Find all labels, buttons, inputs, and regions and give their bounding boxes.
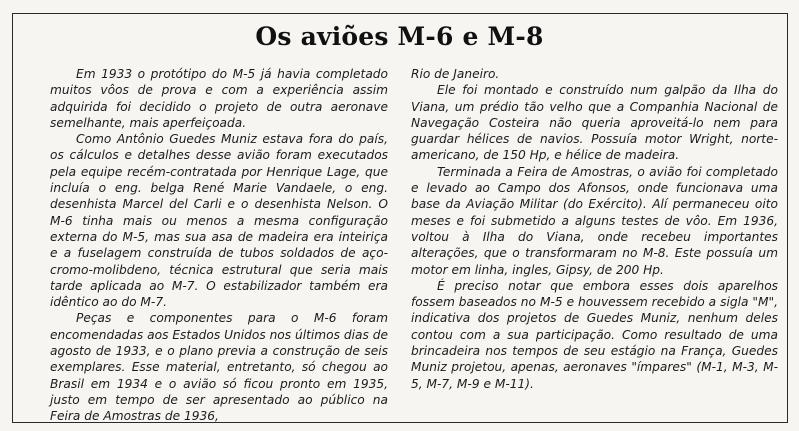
paragraph: É preciso notar que embora esses dois aparelhos fossem baseados no M-5 e houvessem recebido a sigla "M", indicativa dos projetos de Guedes Muniz, nenhum deles contou com a sua participação. Como resultado de uma brincadeira nos tempos de seu estágio na França, Guedes Muniz projetou, apenas, aeronaves "ímpares" (M-1, M-3, M-5, M-7, M-9 e M-11). bbox=[411, 278, 778, 391]
article-title: Os aviões M-6 e M-8 bbox=[255, 22, 544, 51]
paragraph: Em 1933 o protótipo do M-5 já havia completado muitos vôos de prova e com a experiência assim adquirida foi decidido o projeto de outra aeronave semelhante, mais aperfeiçoada. bbox=[50, 67, 388, 130]
paragraph: Peças e componentes para o M-6 foram encomendadas aos Estados Unidos nos últimos dias de agosto de 1933, e o plano previa a construção de seis exemplares. Esse material, entretanto, só chegou ao Brasil em 1934 e o avião só ficou pronto em 1935, justo em tempo de ser apresentado ao público na Feira de Amostras de 1936, bbox=[50, 311, 388, 424]
paragraph: Terminada a Feira de Amostras, o avião foi completado e levado ao Campo dos Afonsos, onde funcionava uma base da Aviação Militar (do Exército). Alí permaneceu oito meses e foi submetido a alguns testes de vôo. Em 1936, voltou à Ilha do Viana, onde recebeu importantes alterações, que o transformaram no M-8. Este possuía um motor em linha, ingles, Gipsy, de 200 Hp. bbox=[411, 164, 778, 277]
left-column bbox=[50, 66, 388, 425]
paragraph: Como Antônio Guedes Muniz estava fora do país, os cálculos e detalhes desse avião foram executados pela equipe recém-contratada por Henrique Lage, que incluía o eng. belga René Marie Vandaele, o eng. desenhista Marcel del Carli e o desenhista Nelson. O M-6 tinha mais ou menos a mesma configuração externa do M-5, mas sua asa de madeira era inteiriça e a fuselagem construída de tubos soldados de aço-cromo-molibdeno, técnica estrutural que seria mais tarde aplicada ao M-7. O estabilizador também era idêntico ao do M-7. bbox=[50, 132, 388, 310]
right-column bbox=[411, 66, 778, 392]
paragraph-continuation: Rio de Janeiro. bbox=[411, 67, 500, 81]
paragraph: Ele foi montado e construído num galpão da Ilha do Viana, um prédio tão velho que a Companhia Nacional de Navegação Costeira não queria aproveitá-lo nem para guardar hélices de navios. Possuía motor Wright, norte-americano, de 150 Hp, e hélice de madeira. bbox=[411, 83, 778, 163]
